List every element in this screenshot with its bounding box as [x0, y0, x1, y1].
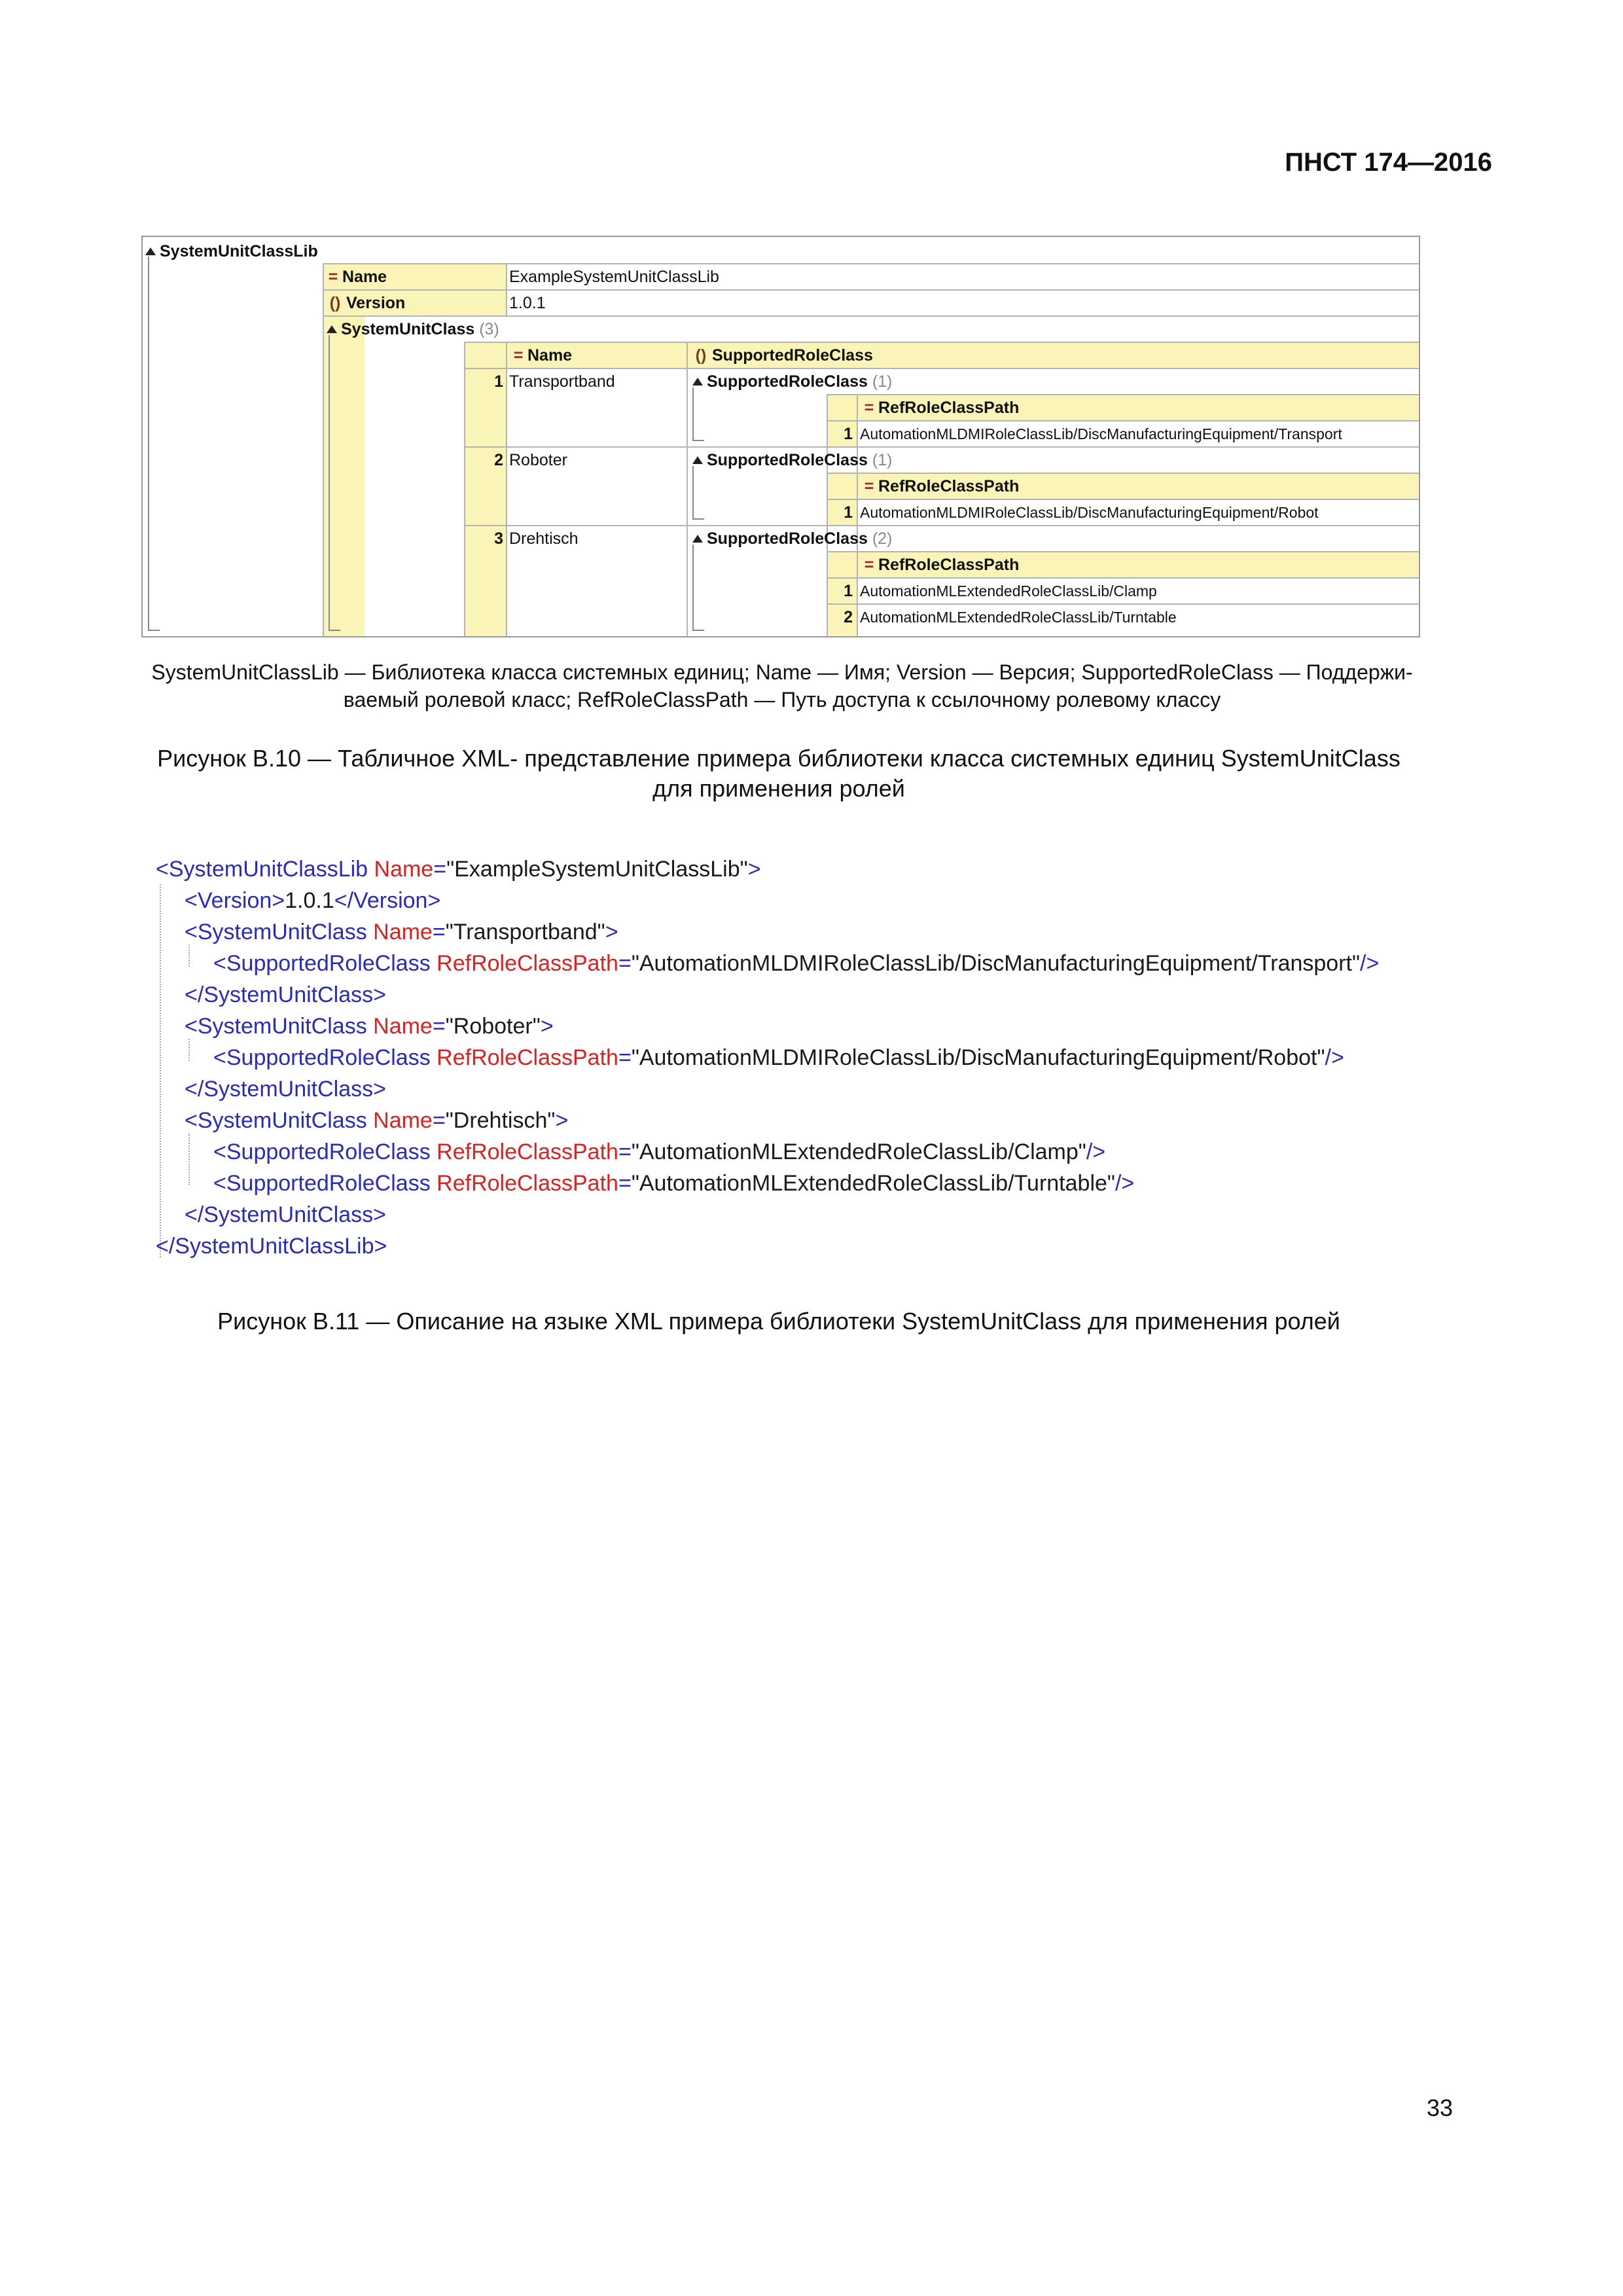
xml-token: > — [747, 857, 761, 882]
xml-token: "Drehtisch" — [445, 1108, 556, 1133]
xml-line — [185, 1011, 554, 1041]
xml-token: RefRoleClassPath — [437, 1045, 618, 1070]
row-number: 1 — [494, 372, 503, 391]
path-number: 1 — [844, 503, 853, 522]
column-header-supportedroleclass[interactable]: () SupportedRoleClass — [695, 346, 873, 365]
xml-line — [185, 1074, 386, 1104]
tree-bracket — [692, 466, 704, 520]
xml-token: = — [432, 920, 446, 944]
collapse-icon[interactable] — [327, 325, 337, 333]
xml-token: "Transportband" — [445, 920, 605, 944]
xml-token: > — [605, 920, 618, 944]
xml-token: "AutomationMLDMIRoleClassLib/DiscManufacturingEquipment/Transport" — [631, 951, 1361, 976]
root-label: SystemUnitClassLib — [160, 242, 318, 260]
xml-line — [185, 886, 440, 916]
xml-token: <Version> — [185, 888, 285, 913]
xml-token: = — [618, 951, 632, 976]
xml-token: </SystemUnitClass> — [185, 1077, 386, 1102]
systemunitclass-node[interactable]: SystemUnitClass (3) — [324, 317, 499, 342]
tree-bracket — [148, 257, 160, 631]
xml-token: "AutomationMLExtendedRoleClassLib/Clamp" — [631, 1139, 1086, 1164]
xml-line — [185, 980, 386, 1010]
xml-token: <SupportedRoleClass — [213, 1139, 437, 1164]
column-header-row — [506, 342, 1419, 368]
path-number: 2 — [844, 608, 853, 626]
supportedroleclass-node[interactable]: SupportedRoleClass (1) — [690, 448, 892, 473]
xml-line — [185, 917, 618, 947]
supportedroleclass-node[interactable]: SupportedRoleClass (1) — [690, 369, 892, 394]
tree-bracket — [692, 387, 704, 441]
xml-line — [213, 948, 1379, 978]
xml-token: Name — [374, 857, 434, 882]
xml-token: = — [618, 1139, 632, 1164]
root-node[interactable] — [143, 240, 318, 263]
xml-token: = — [432, 1014, 446, 1039]
xml-token: </SystemUnitClass> — [185, 1202, 386, 1227]
column-header-name[interactable]: = Name — [513, 346, 573, 365]
path-number: 1 — [844, 425, 853, 443]
name-value: ExampleSystemUnitClassLib — [509, 268, 719, 286]
path-value: AutomationMLExtendedRoleClassLib/Clamp — [860, 583, 1157, 600]
xml-token: 1.0.1 — [285, 888, 334, 913]
xml-token: <SystemUnitClass — [185, 1108, 374, 1133]
row-name: Roboter — [509, 451, 567, 469]
figure-caption-b11: Рисунок В.11 — Описание на языке XML примера библиотеки SystemUnitClass для применения ролей — [217, 1308, 1340, 1335]
xml-line — [213, 1137, 1105, 1167]
xml-token: > — [555, 1108, 569, 1133]
xml-token: RefRoleClassPath — [437, 1171, 618, 1196]
collapse-icon[interactable] — [692, 378, 703, 386]
xml-line — [185, 1105, 568, 1136]
row-name: Transportband — [509, 372, 615, 391]
document-code: ПНСТ 174—2016 — [1285, 148, 1492, 177]
xml-token: </SystemUnitClassLib> — [156, 1234, 387, 1259]
path-value: AutomationMLDMIRoleClassLib/DiscManufacturingEquipment/Transport — [860, 425, 1342, 442]
xml-token: = — [618, 1171, 632, 1196]
collapse-icon[interactable] — [145, 247, 156, 255]
xml-line — [156, 854, 761, 884]
xml-token: RefRoleClassPath — [437, 951, 618, 976]
path-value: AutomationMLDMIRoleClassLib/DiscManufacturingEquipment/Robot — [860, 504, 1319, 521]
row-name: Drehtisch — [509, 529, 579, 548]
version-value: 1.0.1 — [509, 294, 546, 312]
path-number: 1 — [844, 582, 853, 600]
refroleclasspath-header: = RefRoleClassPath — [864, 399, 1020, 417]
xml-line — [156, 1231, 387, 1261]
xml-line — [213, 1168, 1134, 1198]
xml-token: = — [433, 857, 447, 882]
path-value: AutomationMLExtendedRoleClassLib/Turntable — [860, 609, 1177, 626]
page-number: 33 — [1426, 2094, 1453, 2121]
xml-token: "Roboter" — [445, 1014, 541, 1039]
figure-legend: SystemUnitClassLib — Библиотека класса системных единиц; Name — Имя; Version — Версия; SupportedRoleClass — Поддержи- ваемый ролевой класс; RefRoleClassPath — Путь доступа к ссылочному ролевому классу — [151, 660, 1413, 711]
xml-table-view: SystemUnitClassLib = Name ExampleSystemUnitClassLib () Version 1.0.1 SystemUnitClass (3) = Name () SupportedRoleClass 1 Transportband SupportedRoleClass (1) = RefRoleClassPath 1 AutomationMLDMIRoleClassLib/DiscManufacturingEquipment/Transport 2 Roboter SupportedRoleClass (1) = RefRoleClassPath 1 AutomationMLDMIRoleClassLib/DiscManufacturingEquipment/Robot 3 Drehtisch SupportedRoleClass (2) = RefRoleClassPath 1 AutomationMLExtendedRoleClassLib/Clamp 2 AutomationMLExtendedRoleClassLib/Turntable — [141, 236, 1420, 637]
figure-caption-b10: Рисунок В.10 — Табличное XML- представление примера библиотеки класса системных единиц SystemUnitClass для применения ролей — [157, 745, 1400, 802]
xml-token: </Version> — [334, 888, 441, 913]
xml-token: RefRoleClassPath — [437, 1139, 618, 1164]
xml-token: /> — [1086, 1139, 1106, 1164]
xml-token: "ExampleSystemUnitClassLib" — [446, 857, 748, 882]
xml-token: "AutomationMLExtendedRoleClassLib/Turntable" — [631, 1171, 1115, 1196]
supportedroleclass-node[interactable]: SupportedRoleClass (2) — [690, 526, 892, 551]
tree-bracket — [329, 335, 340, 631]
row-number: 2 — [494, 451, 503, 469]
xml-token: Name — [373, 1108, 433, 1133]
xml-token: /> — [1115, 1171, 1135, 1196]
xml-line — [213, 1043, 1344, 1073]
collapse-icon[interactable] — [692, 456, 703, 464]
element-icon: () — [329, 294, 341, 312]
xml-token: <SystemUnitClass — [185, 920, 374, 944]
xml-token: "AutomationMLDMIRoleClassLib/DiscManufacturingEquipment/Robot" — [631, 1045, 1325, 1070]
xml-token: Name — [373, 920, 433, 944]
xml-token: Name — [373, 1014, 433, 1039]
xml-token: </SystemUnitClass> — [185, 982, 386, 1007]
xml-token: <SystemUnitClass — [185, 1014, 374, 1039]
tree-bracket — [692, 545, 704, 631]
collapse-icon[interactable] — [692, 535, 703, 543]
row-number: 3 — [494, 529, 503, 548]
xml-token: <SupportedRoleClass — [213, 951, 437, 976]
xml-token: <SupportedRoleClass — [213, 1045, 437, 1070]
xml-token: = — [432, 1108, 446, 1133]
refroleclasspath-header: = RefRoleClassPath — [864, 556, 1020, 574]
xml-token: <SystemUnitClassLib — [156, 857, 374, 882]
xml-token: /> — [1325, 1045, 1344, 1070]
xml-line — [185, 1200, 386, 1230]
attribute-icon: = — [328, 268, 338, 286]
xml-token: > — [540, 1014, 554, 1039]
refroleclasspath-header: = RefRoleClassPath — [864, 477, 1020, 495]
xml-token: = — [618, 1045, 632, 1070]
xml-token: <SupportedRoleClass — [213, 1171, 437, 1196]
xml-token: /> — [1360, 951, 1380, 976]
